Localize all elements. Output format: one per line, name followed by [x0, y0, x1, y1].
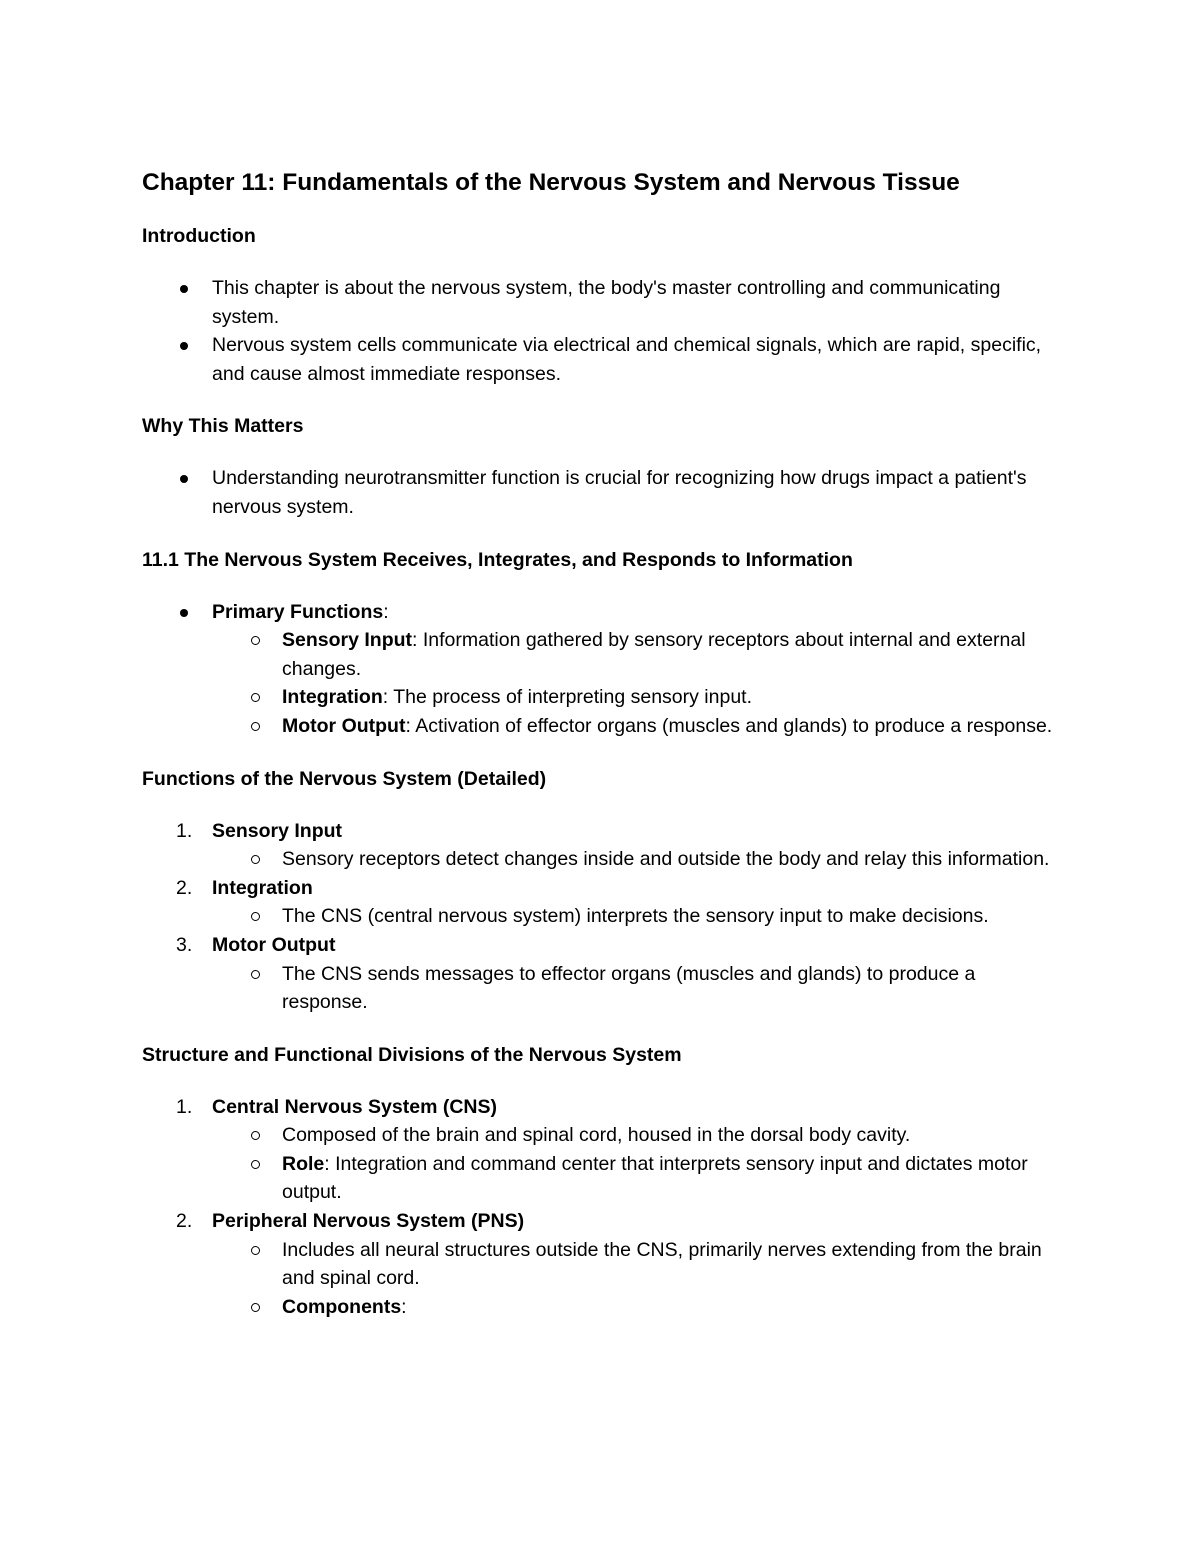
definition: : — [401, 1295, 407, 1318]
list-number: 1. — [176, 819, 193, 842]
list-item — [142, 874, 1062, 931]
definition: : Integration and command center that interprets sensory input and dictates motor output. — [282, 1152, 1028, 1204]
term: Motor Output — [282, 714, 406, 737]
term: Components — [282, 1295, 402, 1318]
heading-why-this-matters: Why This Matters — [142, 415, 304, 438]
term: Sensory Input — [282, 629, 413, 652]
colon: : — [383, 600, 389, 623]
primary-functions-list — [142, 598, 1062, 741]
sublist — [212, 960, 1062, 1017]
list-number: 2. — [176, 876, 193, 899]
bullet-circle-icon — [251, 722, 260, 731]
list-item — [142, 331, 1062, 388]
term: Sensory Input — [212, 819, 343, 842]
sublist-item-text: Sensory receptors detect changes inside and outside the body and relay this information. — [282, 848, 1050, 871]
heading-functions-detailed: Functions of the Nervous System (Detailed) — [142, 767, 547, 790]
sublist-item — [212, 1150, 1062, 1207]
sublist — [212, 902, 1062, 931]
structure-list — [142, 1093, 1062, 1322]
bullet-circle-icon — [251, 1246, 260, 1255]
functions-list — [142, 817, 1062, 1017]
chapter-title: Chapter 11: Fundamentals of the Nervous System and Nervous Tissue — [142, 169, 960, 196]
heading-introduction: Introduction — [142, 225, 256, 247]
bullet-disc-icon — [180, 609, 188, 617]
bullet-circle-icon — [251, 912, 260, 921]
sublist-item — [212, 845, 1062, 874]
list-item — [142, 598, 1062, 741]
heading-structure-divisions: Structure and Functional Divisions of the Nervous System — [142, 1043, 682, 1066]
list-item — [142, 1093, 1062, 1207]
sublist-item — [212, 1236, 1062, 1293]
list-number: 3. — [176, 933, 193, 956]
primary-functions-sublist — [212, 626, 1062, 740]
introduction-list — [142, 274, 1062, 388]
definition: : Information gathered by sensory receptors about internal and external changes. — [282, 629, 1026, 680]
sublist-item-text: Includes all neural structures outside the CNS, primarily nerves extending from the brain and spinal cord. — [282, 1238, 1042, 1290]
sublist-item-text: The CNS (central nervous system) interprets the sensory input to make decisions. — [282, 905, 989, 928]
sublist-item-text: The CNS sends messages to effector organs (muscles and glands) to produce a response. — [282, 962, 976, 1014]
sublist-item — [212, 1121, 1062, 1150]
bullet-disc-icon — [180, 285, 188, 293]
term: Central Nervous System (CNS) — [212, 1095, 497, 1118]
bullet-disc-icon — [180, 342, 188, 350]
bullet-disc-icon — [180, 475, 188, 483]
document-page — [142, 168, 1062, 1345]
bullet-circle-icon — [251, 693, 260, 702]
primary-functions-label: Primary Functions — [212, 600, 384, 623]
sublist — [212, 1121, 1062, 1207]
list-number: 1. — [176, 1095, 193, 1118]
why-list — [142, 464, 1062, 521]
term: Integration — [212, 876, 313, 899]
sublist-item — [212, 960, 1062, 1017]
sublist-item — [212, 712, 1062, 741]
list-item — [142, 931, 1062, 1017]
list-item-text: This chapter is about the nervous system, the body's master controlling and communicating system. — [212, 277, 1001, 328]
sublist — [212, 845, 1062, 874]
sublist-item — [212, 626, 1062, 683]
list-item — [142, 1207, 1062, 1321]
bullet-circle-icon — [251, 636, 260, 645]
term: Integration — [282, 686, 383, 709]
bullet-circle-icon — [251, 1131, 260, 1140]
sublist-item — [212, 902, 1062, 931]
list-item-text: Understanding neurotransmitter function is crucial for recognizing how drugs impact a patient's nervous system. — [212, 467, 1027, 518]
term: Motor Output — [212, 933, 336, 956]
definition: : Activation of effector organs (muscles and glands) to produce a response. — [405, 714, 1053, 737]
bullet-circle-icon — [251, 855, 260, 864]
sublist-item — [212, 1293, 1062, 1322]
list-item — [142, 817, 1062, 874]
sublist — [212, 1236, 1062, 1322]
bullet-circle-icon — [251, 970, 260, 979]
list-item — [142, 464, 1062, 521]
list-item-text: Nervous system cells communicate via electrical and chemical signals, which are rapid, specific, and cause almost immediate responses. — [212, 334, 1042, 385]
bullet-circle-icon — [251, 1160, 260, 1169]
sublist-item-text: Composed of the brain and spinal cord, housed in the dorsal body cavity. — [282, 1124, 911, 1147]
list-number: 2. — [176, 1210, 193, 1233]
bullet-circle-icon — [251, 1303, 260, 1312]
term: Peripheral Nervous System (PNS) — [212, 1210, 525, 1233]
heading-section-11-1: 11.1 The Nervous System Receives, Integrates, and Responds to Information — [142, 548, 853, 571]
definition: : The process of interpreting sensory input. — [382, 686, 753, 709]
sublist-item — [212, 683, 1062, 712]
term: Role — [282, 1152, 325, 1175]
list-item — [142, 274, 1062, 331]
